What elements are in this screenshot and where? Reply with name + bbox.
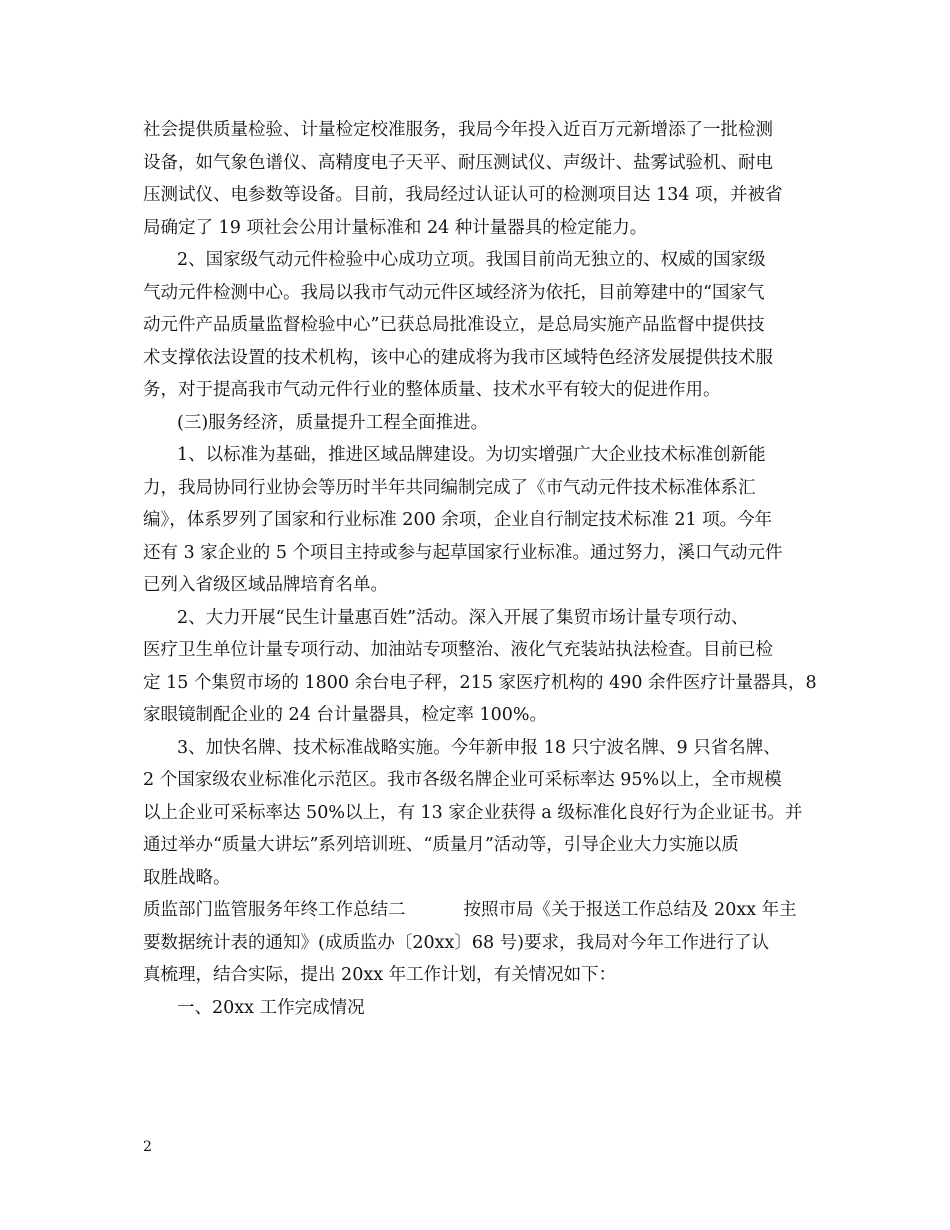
- document-title: 质监部门监管服务年终工作总结二: [143, 900, 406, 920]
- page-number: 2: [143, 1139, 152, 1155]
- text-line: 术支撑依法设置的技术机构，该中心的建成将为我市区域特色经济发展提供技术服: [143, 347, 773, 368]
- text-line: 家眼镜制配企业的 24 台计量器具，检定率 100%。: [143, 705, 547, 725]
- document-body: [143, 114, 817, 1024]
- text-line: 力，我局协同行业协会等历时半年共同编制完成了《市气动元件技术标准体系汇: [143, 477, 756, 498]
- text-line: 通过举办“质量大讲坛”系列培训班、“质量月”活动等，引导企业大力实施以质: [143, 835, 739, 855]
- text-line: 气动元件检测中心。我局以我市气动元件区域经济为依托，目前筹建中的“国家气: [143, 282, 765, 303]
- text-line: 真梳理，结合实际，提出 20xx 年工作计划，有关情况如下：: [143, 965, 617, 985]
- text-line: 取胜战略。: [143, 867, 231, 888]
- text-line: 已列入省级区域品牌培育名单。: [143, 575, 388, 595]
- text-line: 局确定了 19 项社会公用计量标准和 24 种计量器具的检定能力。: [143, 217, 648, 238]
- text-line: 医疗卫生单位计量专项行动、加油站专项整治、液化气充装站执法检查。目前已检: [143, 640, 773, 660]
- text-line: 以上企业可采标率达 50%以上，有 13 家企业获得 a 级标准化良好行为企业证书。并: [143, 802, 803, 823]
- text-line: 设备，如气象色谱仪、高精度电子天平、耐压测试仪、声级计、盐雾试验机、耐电: [143, 152, 773, 173]
- text-line: 1、以标准为基础，推进区域品牌建设。为切实增强广大企业技术标准创新能: [177, 445, 766, 465]
- text-line: 2、国家级气动元件检验中心成功立项。我国目前尚无独立的、权威的国家级: [177, 250, 766, 270]
- text-line: 压测试仪、电参数等设备。目前，我局经过认证认可的检测项目达 134 项，并被省: [143, 185, 783, 205]
- text-line: 务，对于提高我市气动元件行业的整体质量、技术水平有较大的促进作用。: [143, 380, 721, 400]
- text-line: 要数据统计表的通知》(成质监办〔20xx〕68 号)要求，我局对今年工作进行了认: [143, 932, 769, 953]
- text-line: 动元件产品质量监督检验中心”已获总局批准设立，是总局实施产品监督中提供技: [143, 315, 765, 335]
- intro-text: 按照市局《关于报送工作总结及 20xx 年主: [463, 900, 797, 920]
- section-heading: 一、20xx 工作完成情况: [177, 997, 365, 1018]
- text-line: 编》，体系罗列了国家和行业标准 200 余项，企业自行制定技术标准 21 项。今年: [143, 510, 773, 530]
- section-heading: (三)服务经济，质量提升工程全面推进。: [177, 412, 489, 433]
- text-line: 定 15 个集贸市场的 1800 余台电子秤，215 家医疗机构的 490 余件医疗计量器具，8: [143, 672, 817, 693]
- text-line: 3、加快名牌、技术标准战略实施。今年新申报 18 只宁波名牌、9 只省名牌、: [177, 737, 781, 758]
- text-line: 社会提供质量检验、计量检定校准服务，我局今年投入近百万元新增添了一批检测: [143, 120, 773, 140]
- text-line: 2、大力开展“民生计量惠百姓”活动。深入开展了集贸市场计量专项行动、: [177, 607, 749, 628]
- text-line: [143, 894, 808, 927]
- text-line: 2 个国家级农业标准化示范区。我市各级名牌企业可采标率达 95%以上，全市规模: [143, 770, 782, 790]
- text-line: 还有 3 家企业的 5 个项目主持或参与起草国家行业标准。通过努力，溪口气动元件: [143, 542, 783, 563]
